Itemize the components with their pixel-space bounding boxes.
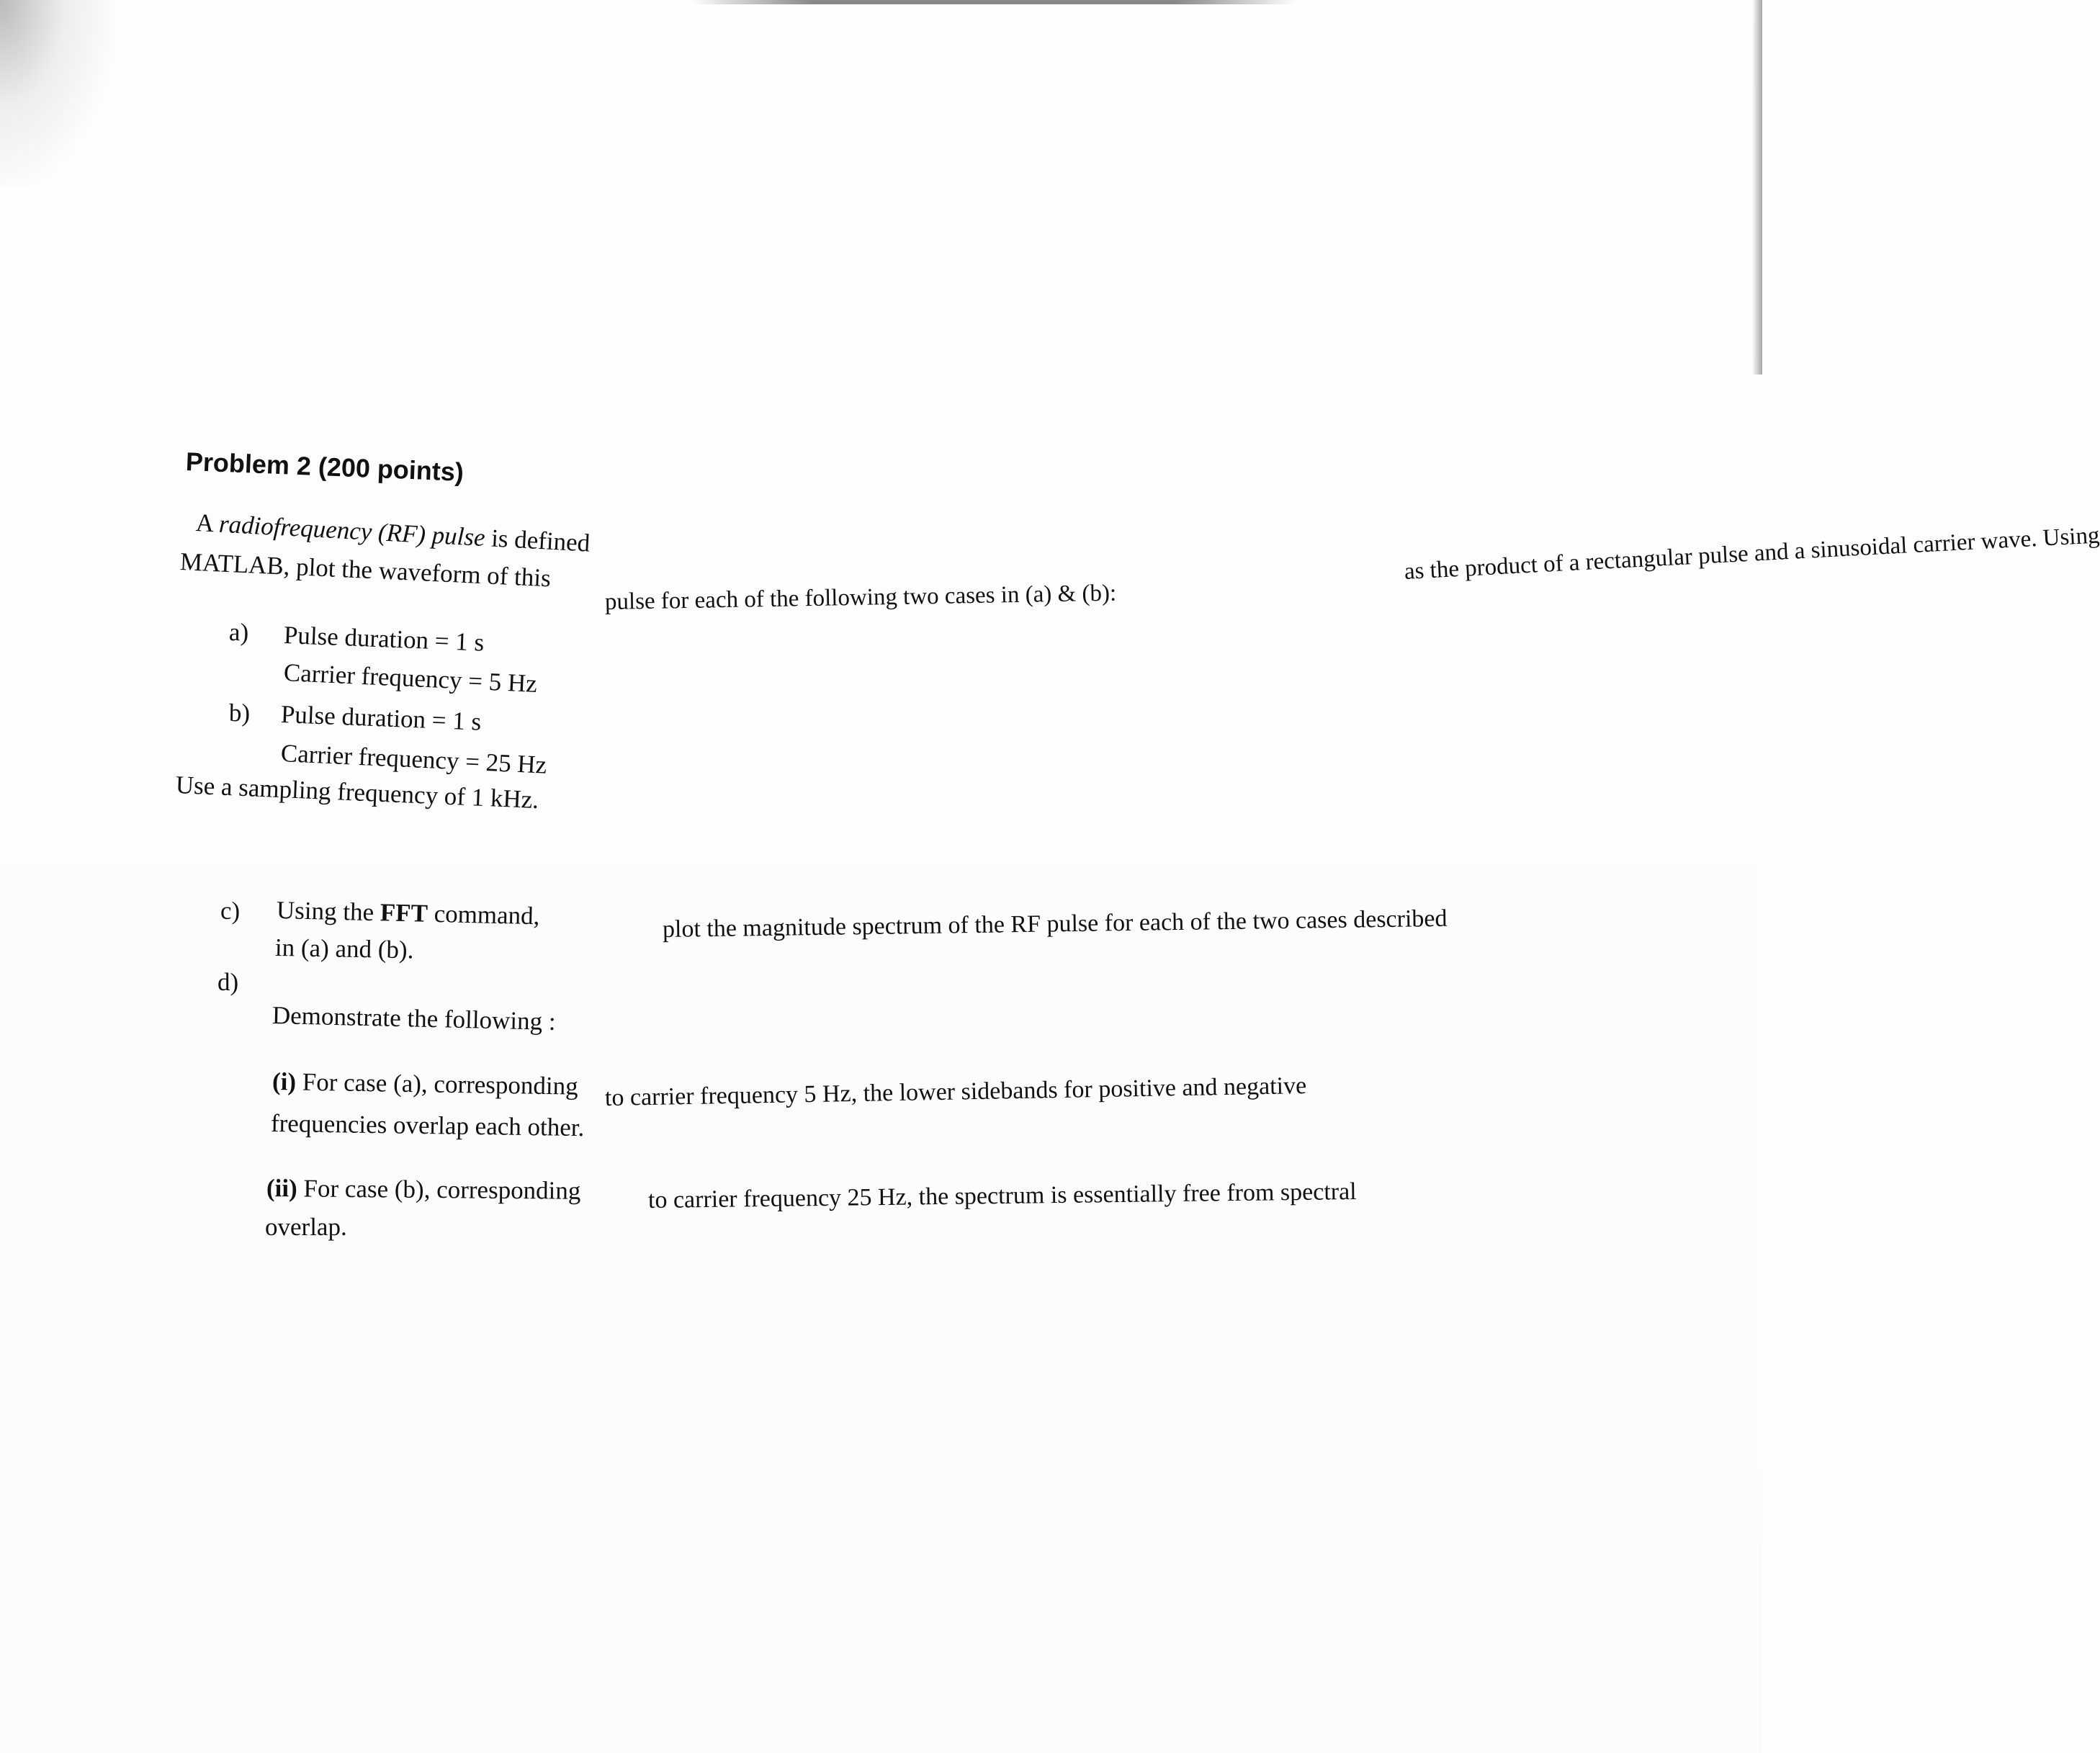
part-d-marker: d) [217,968,239,996]
right-edge-shadow [1752,0,1762,375]
case-b-marker: b) [228,699,251,727]
part-d-ii-line-1-start [266,1174,581,1206]
intro-lead: A [195,508,220,538]
part-c-line-1-rest: plot the magnitude spectrum of the RF pulse for each of the two cases described [662,905,1448,943]
intro-after-term: is defined [484,524,591,557]
part-d-ii-line-2: overlap. [265,1213,347,1241]
corner-shadow [0,0,115,187]
part-d-i-line-1-start [272,1067,578,1101]
intro-line-2-start: MATLAB, plot the waveform of this [179,547,552,593]
part-d-ii-line-1-rest: to carrier frequency 25 Hz, the spectrum is essentially free from spectral [647,1178,1357,1214]
intro-line-2-end: pulse for each of the following two cases in (a) & (b): [604,580,1117,615]
top-edge-shadow [691,0,1296,4]
part-d-i-line-2: frequencies overlap each other. [270,1109,585,1142]
case-b-pulse-duration: Pulse duration = 1 s [280,700,482,736]
part-d-ii-line-1a: For case (b), corresponding [297,1174,581,1205]
part-d-i-line-1-rest: to carrier frequency 5 Hz, the lower sidebands for positive and negative [604,1072,1307,1111]
part-c-after-bold: command, [427,899,540,931]
part-c-start: Using the [276,896,381,927]
part-c-line-2: in (a) and (b). [274,933,414,964]
part-d-i-line-1a: For case (a), corresponding [295,1067,578,1100]
part-c-line-1-start [277,896,540,931]
part-d-ii-label: (ii) [266,1174,297,1203]
part-d-i-label: (i) [272,1067,297,1096]
part-d-text: Demonstrate the following : [272,1001,557,1036]
problem-heading: Problem 2 (200 points) [185,447,465,487]
intro-italic-term: radiofrequency (RF) pulse [218,509,486,552]
intro-line-1-tail: as the product of a rectangular pulse and a sinusoidal carrier wave. Using [1404,522,2100,585]
sampling-frequency-note: Use a sampling frequency of 1 kHz. [175,771,539,815]
part-c-fft-bold: FFT [380,898,428,928]
case-a-pulse-duration: Pulse duration = 1 s [283,621,485,657]
part-c-marker: c) [220,897,241,925]
case-a-carrier-frequency: Carrier frequency = 5 Hz [283,658,538,698]
case-a-marker: a) [228,618,249,647]
case-b-carrier-frequency: Carrier frequency = 25 Hz [280,739,548,779]
